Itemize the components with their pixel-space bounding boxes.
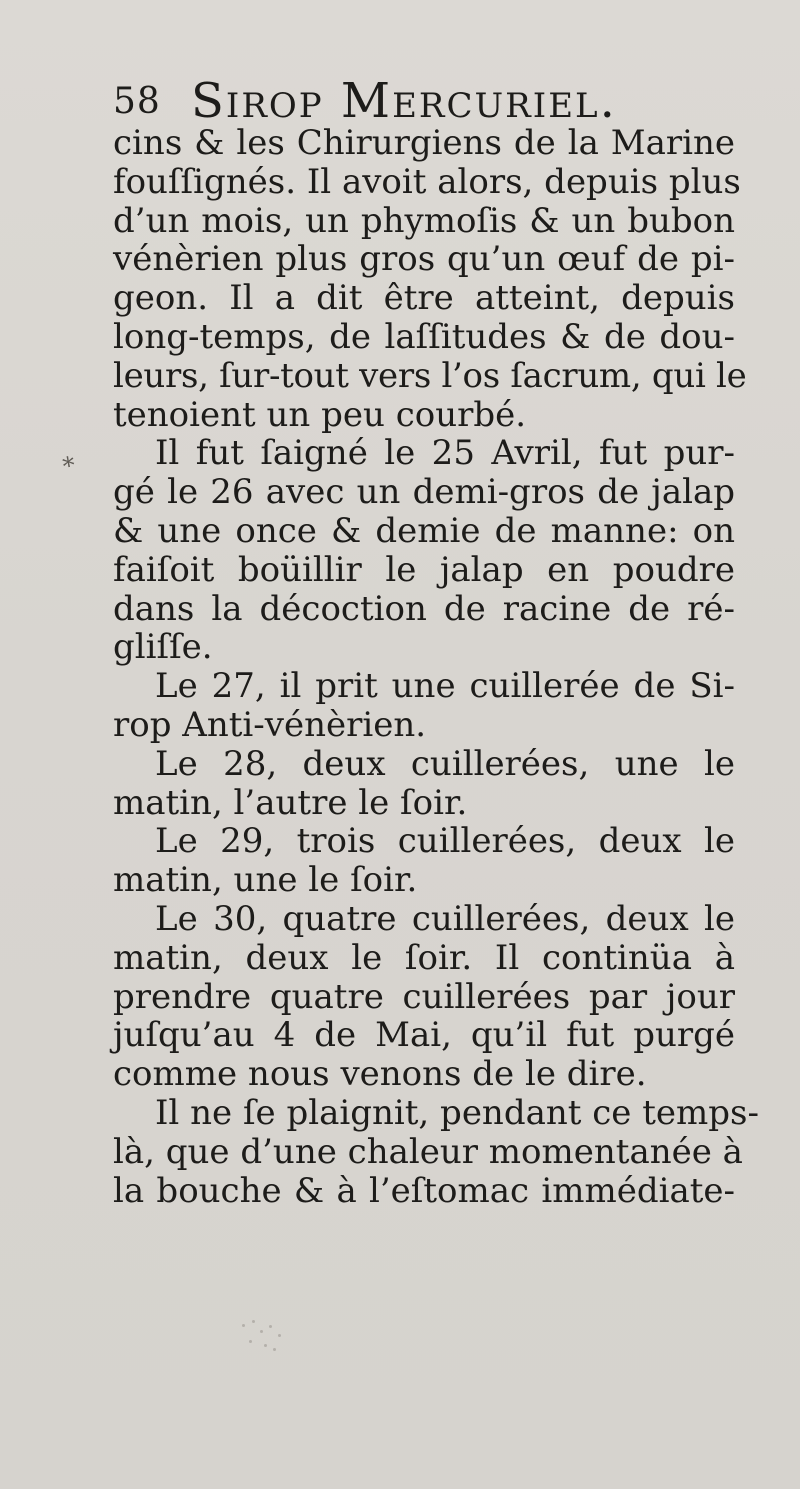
text-line: tenoient un peu courbé. bbox=[113, 394, 527, 435]
text-line: leurs, ſur-tout vers l’os ſacrum, qui le bbox=[113, 355, 747, 396]
text-line: vénèrien plus gros qu’un œuf de pi- bbox=[113, 239, 735, 280]
paragraph-first-line: Le 28, deux cuillerées, une le bbox=[155, 743, 735, 784]
running-title: Sirop Mercuriel. bbox=[191, 73, 617, 129]
text-line: matin, deux le ſoir. Il continüa à bbox=[113, 937, 735, 978]
text-line: là, que d’une chaleur momentanée à bbox=[113, 1131, 743, 1172]
paragraph-first-line: Il ne ſe plaignit, pendant ce temps- bbox=[155, 1092, 759, 1133]
text-line: long-temps, de laſſitudes & de dou- bbox=[113, 316, 735, 357]
text-line: gliſſe. bbox=[113, 627, 213, 668]
margin-ink-mark: * bbox=[60, 451, 78, 481]
paragraph-first-line: Le 27, il prit une cuillerée de Si- bbox=[155, 666, 735, 707]
text-line: comme nous venons de le dire. bbox=[113, 1054, 647, 1095]
text-line: matin, une le ſoir. bbox=[113, 860, 418, 901]
paragraph-first-line: Il fut ſaigné le 25 Avril, fut pur- bbox=[155, 433, 735, 474]
paragraph-first-line: Le 30, quatre cuillerées, deux le bbox=[155, 898, 735, 939]
text-line: prendre quatre cuillerées par jour bbox=[113, 976, 735, 1017]
page-number: 58 bbox=[113, 81, 161, 122]
text-line: matin, l’autre le ſoir. bbox=[113, 782, 468, 823]
text-line: geon. Il a dit être atteint, depuis bbox=[113, 278, 735, 319]
text-line: gé le 26 avec un demi-gros de jalap bbox=[113, 472, 735, 513]
text-line: dans la décoction de racine de ré- bbox=[113, 588, 735, 629]
body-text bbox=[113, 123, 759, 1211]
text-line: faiſoit boüillir le jalap en poudre bbox=[113, 549, 735, 590]
text-line: fouſſignés. Il avoit alors, depuis plus bbox=[113, 161, 741, 202]
paragraph-first-line: Le 29, trois cuillerées, deux le bbox=[155, 821, 735, 862]
text-line: rop Anti-vénèrien. bbox=[113, 704, 427, 745]
text-line: juſqu’au 4 de Mai, qu’il fut purgé bbox=[113, 1015, 735, 1056]
text-line: cins & les Chirurgiens de la Marine bbox=[113, 123, 735, 163]
text-line: & une once & demie de manne: on bbox=[113, 510, 735, 551]
text-line: la bouche & à l’eſtomac immédiate- bbox=[113, 1170, 735, 1211]
text-line: d’un mois, un phymoſis & un bubon bbox=[113, 200, 735, 241]
paper-specks bbox=[238, 1318, 293, 1358]
